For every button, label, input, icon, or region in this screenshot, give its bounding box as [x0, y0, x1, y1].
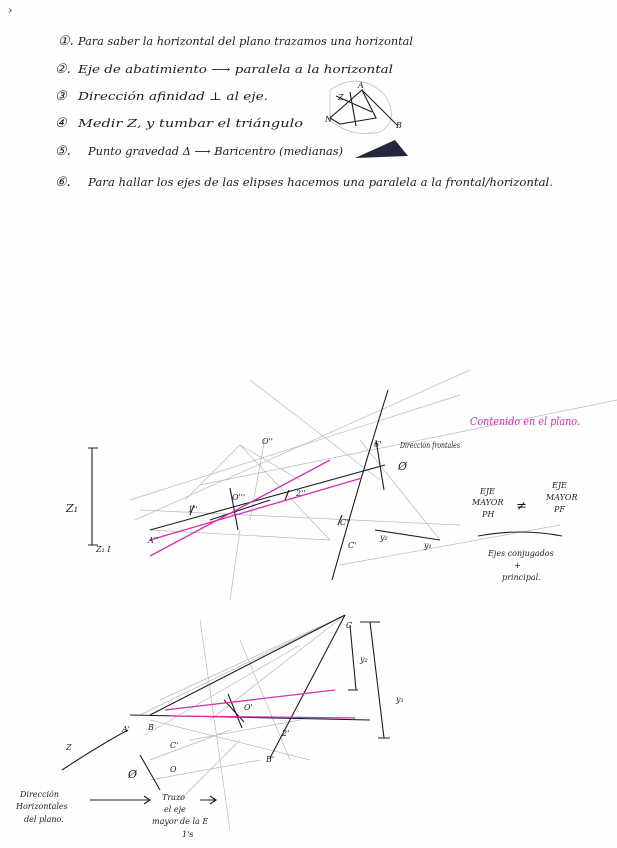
trace-line3: mayor de la E	[152, 817, 209, 826]
fig1-direction-label: Dirección frontales	[399, 441, 460, 450]
instruction-text-5: Punto gravedad Δ ⟶ Baricentro (medianas)	[86, 145, 344, 158]
conjugate-line1: Ejes conjugados	[488, 549, 554, 558]
direction-line3: del plano.	[24, 815, 64, 824]
direction-line2: Horizontales	[16, 802, 68, 811]
mini-label-b: B	[396, 121, 402, 130]
mini-label-a: A	[358, 81, 364, 90]
fig1-point-2: 2''	[296, 489, 306, 498]
fig1-phi: Ø	[398, 460, 408, 473]
fig2-direction-note	[15, 790, 68, 824]
instruction-num-3: ③	[55, 89, 67, 104]
instruction-text-3: Dirección afinidad ⊥ al eje.	[76, 90, 268, 103]
eje-pf-line2: MAYOR	[546, 493, 578, 502]
fig1-point-c1: C'	[348, 541, 357, 550]
fig1-point-1: 1''	[188, 505, 198, 514]
mini-filled-triangle	[355, 140, 408, 158]
instruction-text-1: Para saber la horizontal del plano trazamos una horizontal	[76, 35, 414, 48]
fig2-point-c1: C'	[170, 741, 179, 750]
fig2-point-b1: B'	[266, 755, 275, 764]
conjugate-note	[487, 549, 554, 582]
instruction-text-6: Para hallar los ejes de las elipses hacemos una paralela a la frontal/horizontal.	[86, 176, 553, 189]
conjugate-line3: principal.	[502, 573, 541, 582]
eje-pf-line1: EJE	[552, 481, 567, 490]
eje-pf-line3: PF	[554, 505, 565, 514]
fig2-point-2: 2'	[282, 729, 290, 738]
fig1-point-a2: A''	[148, 536, 159, 545]
eje-ph-note	[471, 487, 504, 519]
instruction-num-2: ②.	[55, 62, 71, 77]
fig1-y1: y₁	[424, 541, 432, 550]
instruction-list	[55, 34, 553, 190]
fig2-point-o1: O'	[244, 703, 253, 712]
fig1-z-label: Z₁	[66, 502, 79, 515]
figure-2	[62, 615, 390, 830]
trace-sub: 1's	[182, 830, 194, 839]
fig1-point-c2: C''	[340, 518, 351, 527]
mini-triangle-sketch	[324, 81, 402, 134]
eje-ph-line1: EJE	[480, 487, 495, 496]
fig2-phi: Ø	[128, 768, 138, 781]
fig1-point-o2: O''	[262, 437, 273, 446]
eje-ph-line2: MAYOR	[472, 498, 504, 507]
instruction-text-4: Medir Z, y tumbar el triángulo	[76, 117, 304, 130]
instruction-num-5: ⑤.	[55, 144, 71, 159]
mini-label-n: N	[325, 115, 332, 124]
trace-line2: el eje	[164, 805, 186, 814]
eje-ph-line3: PH	[482, 510, 495, 519]
fig2-y1: y₁	[396, 695, 404, 704]
fig2-point-a1: A'	[122, 725, 130, 734]
fig2-point-z: Z	[66, 743, 72, 752]
fig1-point-6: 6'	[374, 440, 382, 449]
fig2-point-b: B	[148, 723, 154, 732]
fig1-z-base: Z₁ I	[96, 545, 111, 554]
not-equal-sign: ≠	[516, 499, 527, 514]
fig1-title: Contenido en el plano.	[470, 415, 580, 428]
direction-line1: Dirección	[20, 790, 60, 799]
fig2-y2: y₂	[360, 655, 368, 664]
mini-label-z: Z	[338, 93, 344, 102]
trace-line1: Trazo	[162, 793, 185, 802]
figure-1	[88, 370, 617, 600]
instruction-num-4: ④	[55, 116, 67, 131]
fig1-point-o3: O'''	[232, 493, 246, 502]
conjugate-line2: +	[514, 561, 521, 570]
corner-mark: ›	[8, 4, 13, 17]
instruction-text-2: Eje de abatimiento ⟶ paralela a la horizontal	[76, 63, 394, 76]
eje-pf-note	[545, 481, 578, 514]
fig2-point-o: O	[170, 765, 177, 774]
instruction-num-6: ⑥.	[55, 175, 71, 190]
fig1-y2: y₂	[380, 533, 388, 542]
fig2-trace-note	[152, 793, 208, 839]
fig2-point-c: C	[346, 621, 353, 630]
instruction-num-1: ①.	[58, 34, 74, 49]
